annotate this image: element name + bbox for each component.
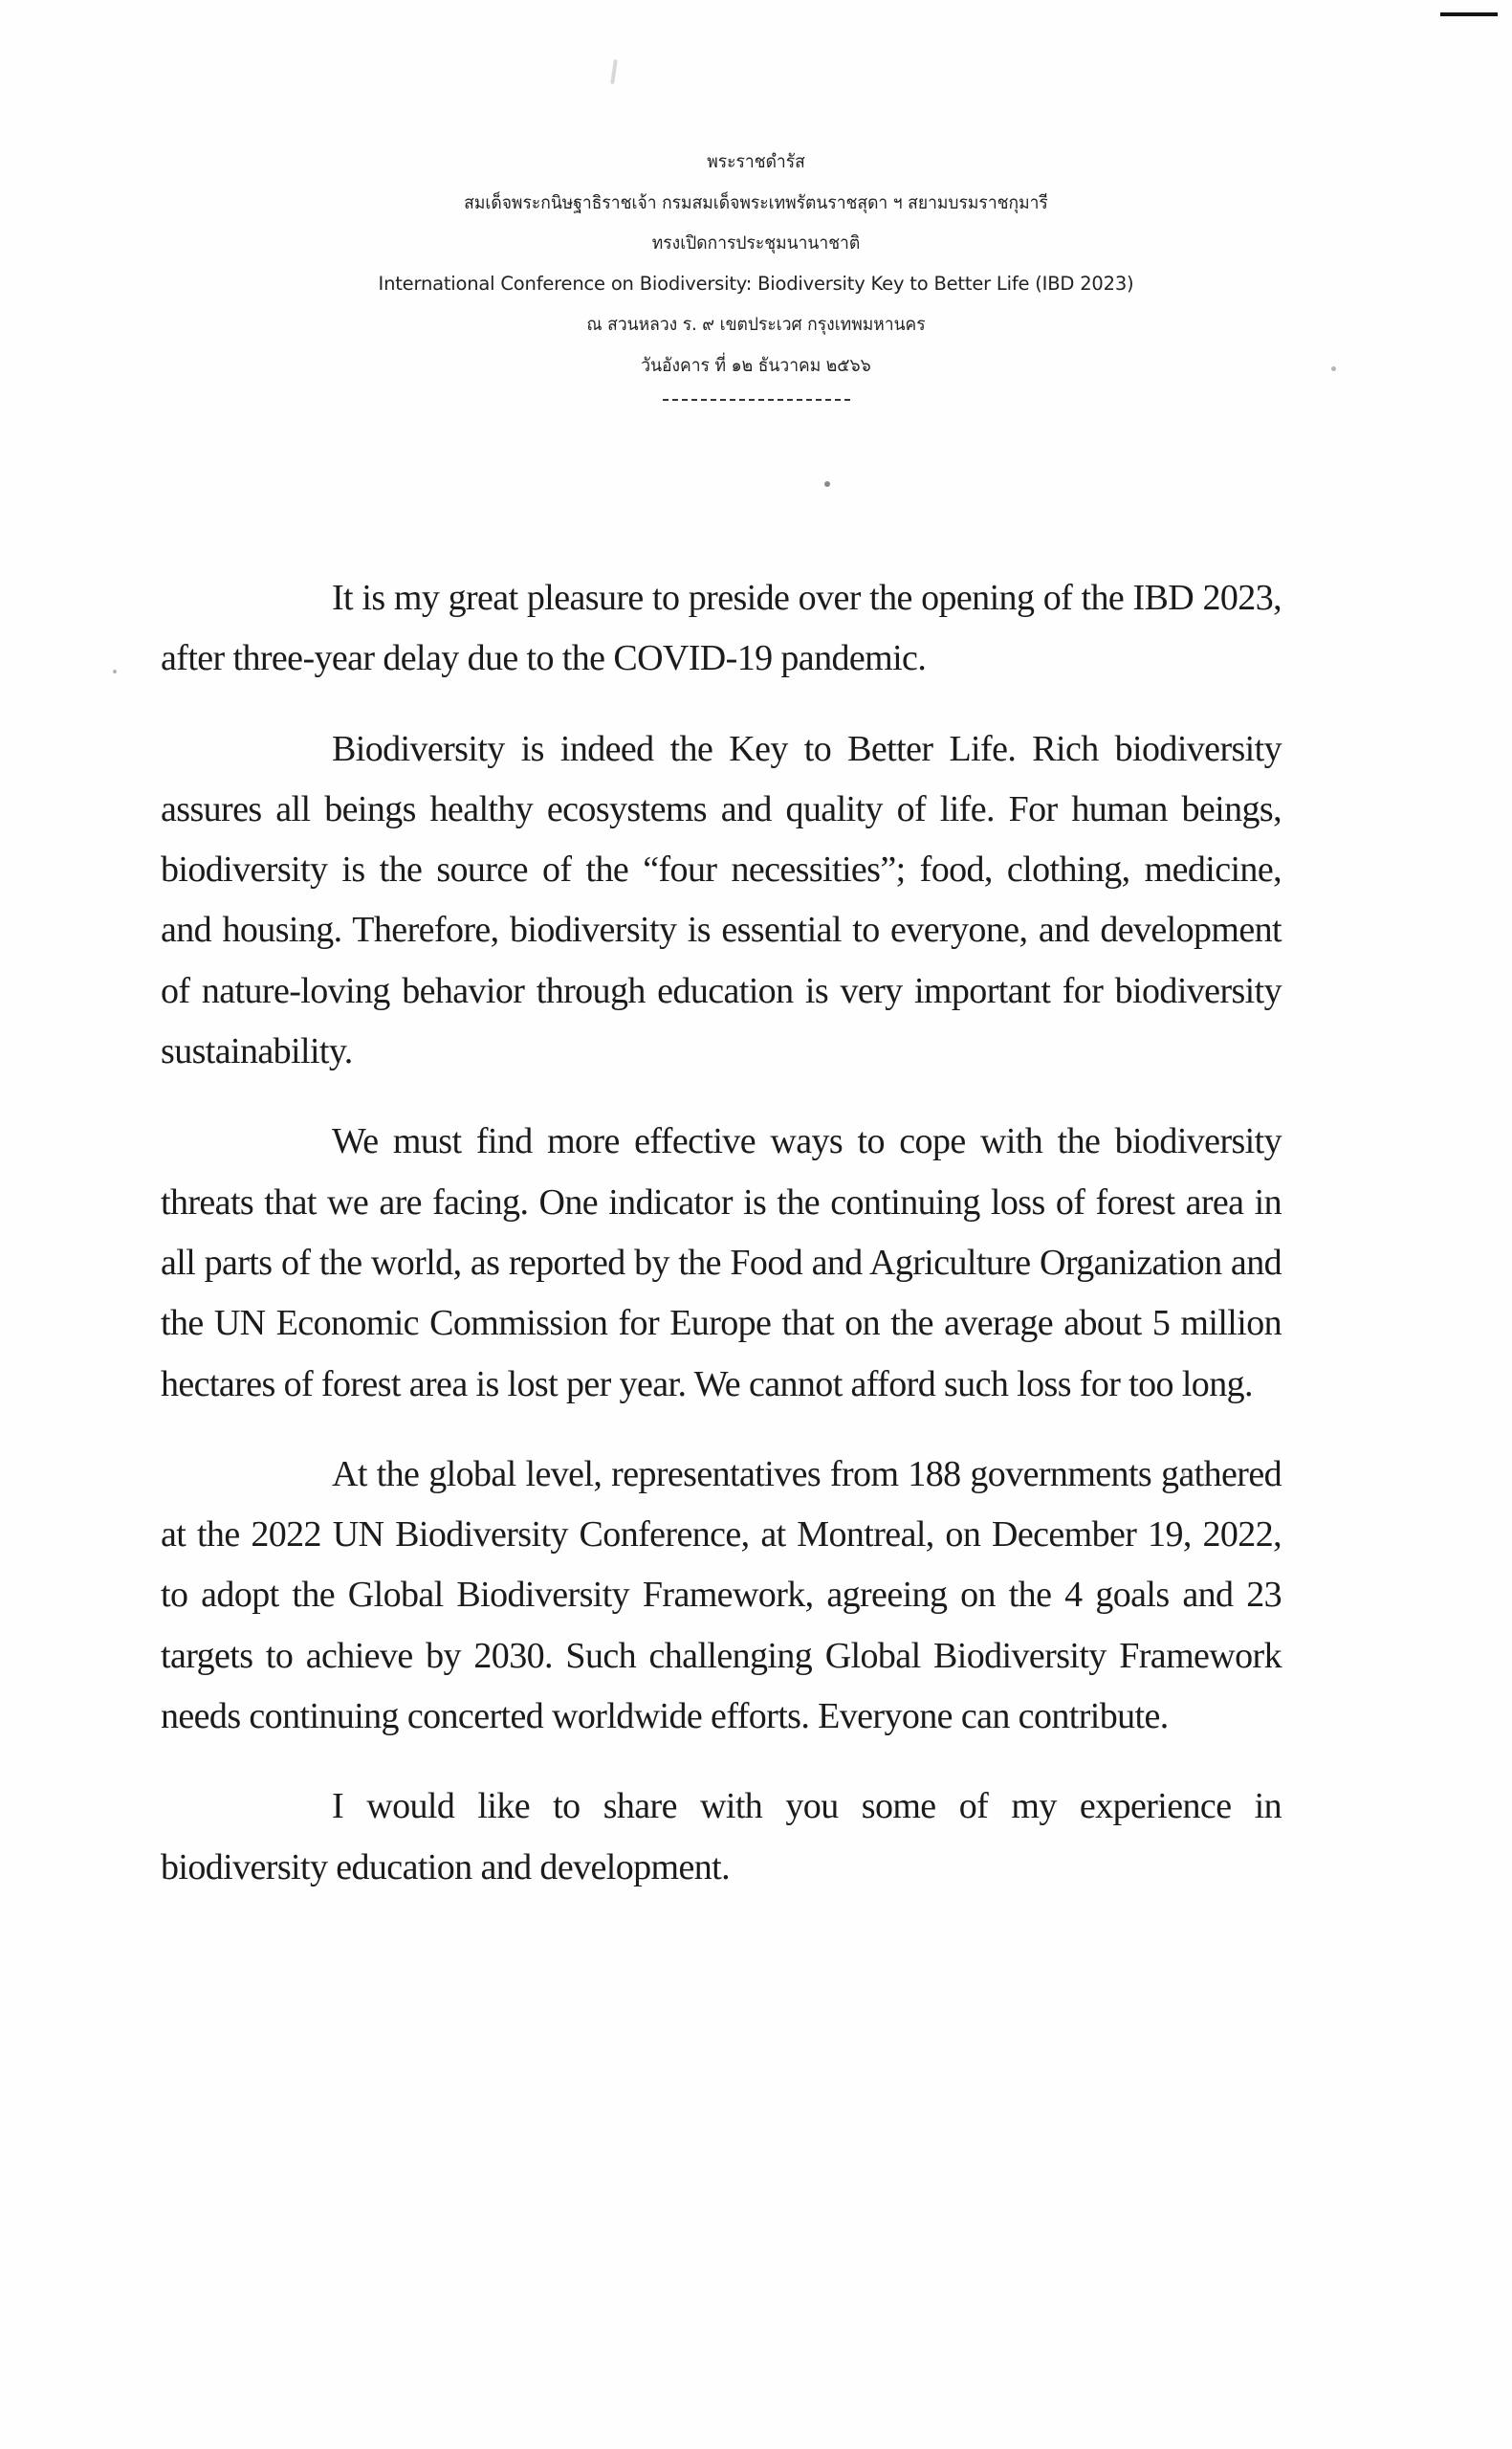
header-event-name: International Conference on Biodiversity: Biodiversity Key to Better Life (IBD 2023) <box>378 272 1134 295</box>
header-occasion: ทรงเปิดการประชุมนานาชาติ <box>651 232 861 254</box>
header-divider <box>663 399 850 401</box>
speech-header <box>0 142 1512 401</box>
paragraph-biodiversity-key: Biodiversity is indeed the Key to Better Life. Rich biodiversity assures all beings healthy ecosystems and quality of life. For human beings, biodiversity is the source of the “four necessities”; food, clothing, medicine, and housing. Therefore, biodiversity is essential to everyone, and development of nature-loving behavior through education is very important for biodiversity sustainability. <box>161 728 1282 1072</box>
header-title: พระราชดำรัส <box>707 151 805 172</box>
header-venue: ณ สวนหลวง ร. ๙ เขตประเวศ กรุงเทพมหานคร <box>586 314 926 335</box>
header-speaker: สมเด็จพระกนิษฐาธิราชเจ้า กรมสมเด็จพระเทพรัตนราชสุดา ฯ สยามบรมราชกุมารี <box>464 191 1048 213</box>
paragraph-global-framework: At the global level, representatives from 188 governments gathered at the 2022 UN Biodiversity Conference, at Montreal, on December 19, 2022, to adopt the Global Biodiversity Framework, agreeing on the 4 goals and 23 targets to achieve by 2030. Such challenging Global Biodiversity Framework needs continuing concerted worldwide efforts. Everyone can contribute. <box>161 1453 1282 1737</box>
corner-dash-mark <box>1440 12 1498 16</box>
paragraph-opening: It is my great pleasure to preside over the opening of the IBD 2023, after three-year delay due to the COVID-19 pandemic. <box>161 578 1282 679</box>
scan-speck <box>113 670 117 673</box>
scan-smudge <box>610 59 618 84</box>
header-date: วันอังคาร ที่ ๑๒ ธันวาคม ๒๕๖๖ <box>641 354 871 376</box>
speech-body <box>161 568 1282 1928</box>
scan-speck <box>824 481 830 487</box>
paragraph-experience: I would like to share with you some of my experience in biodiversity education and development. <box>161 1786 1282 1887</box>
paragraph-threats: We must find more effective ways to cope with the biodiversity threats that we are facing. One indicator is the continuing loss of forest area in all parts of the world, as reported by the Food and Agriculture Organization and the UN Economic Commission for Europe that on the average about 5 million hectares of forest area is lost per year. We cannot afford such loss for too long. <box>161 1121 1282 1404</box>
